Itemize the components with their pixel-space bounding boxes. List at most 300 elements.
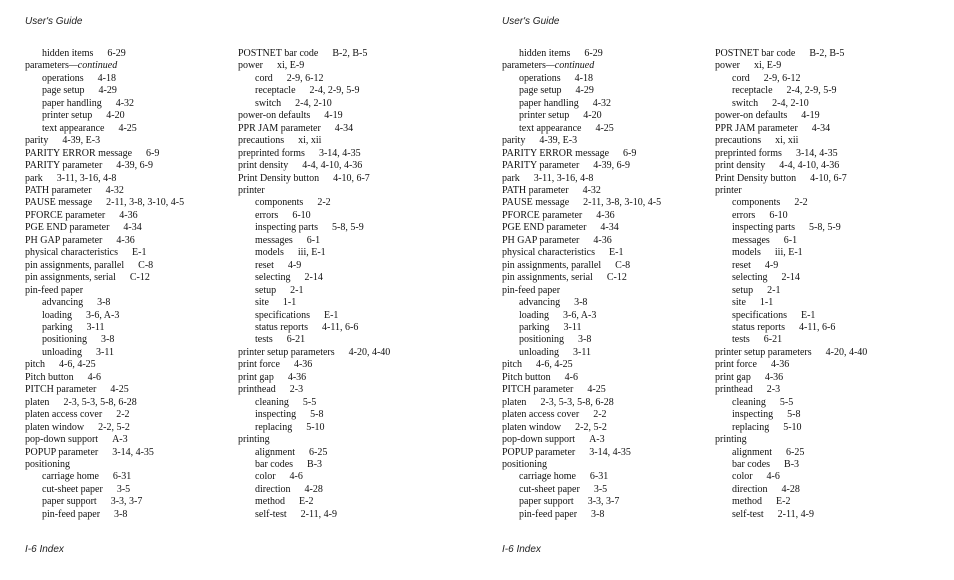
index-term: PGE END parameter — [502, 222, 587, 234]
page-references: 3-5 — [593, 483, 608, 495]
index-entry — [238, 347, 468, 359]
index-term: cleaning — [732, 396, 766, 408]
index-entry — [715, 160, 945, 172]
index-term: hidden items — [42, 48, 94, 59]
index-term: PARITY ERROR message — [25, 147, 133, 159]
right-page — [477, 0, 954, 580]
index-term: switch — [732, 97, 759, 109]
index-term: alignment — [255, 446, 295, 458]
index-subentry — [238, 85, 468, 97]
index-term: PITCH parameter — [502, 384, 574, 396]
index-subentry — [715, 459, 945, 471]
page-references: 4-10, 6-7 — [810, 172, 847, 184]
page-references: 4-34 — [600, 222, 619, 234]
index-subentry — [502, 73, 702, 85]
page-references: 4-32 — [582, 184, 601, 196]
page-references: E-1 — [132, 247, 147, 259]
index-subentry — [715, 409, 945, 421]
index-term: print gap — [238, 371, 274, 383]
page-references: 3-3, 3-7 — [587, 496, 620, 508]
page-references: 4-39, 6-9 — [593, 160, 630, 172]
index-entry — [715, 123, 945, 135]
page-references: 4-4, 4-10, 4-36 — [779, 160, 840, 172]
page-references: 6-1 — [783, 234, 798, 246]
index-term: PATH parameter — [25, 184, 92, 196]
index-term: inspecting parts — [732, 222, 796, 234]
page-references: 4-10, 6-7 — [333, 172, 370, 184]
index-term: color — [255, 471, 276, 483]
page-references: 2-14 — [781, 272, 800, 284]
page-references: 6-9 — [623, 147, 637, 159]
page-references: 2-3, 5-3, 5-8, 6-28 — [63, 396, 137, 408]
index-term: printhead — [238, 384, 276, 396]
page-references: 6-10 — [292, 209, 311, 221]
index-term: parameters — [25, 60, 69, 72]
index-term: carriage home — [42, 471, 99, 483]
index-subentry — [238, 272, 468, 284]
index-term: site — [255, 297, 269, 309]
page-references: 4-36 — [593, 234, 612, 246]
page-references: xi, xii — [298, 135, 322, 147]
page-references: 4-9 — [287, 259, 302, 271]
index-term: printhead — [715, 384, 753, 396]
page-references: 3-8 — [591, 508, 605, 520]
page-references: 5-10 — [783, 421, 802, 433]
page-references: B-3 — [784, 458, 800, 470]
page-references: 2-4, 2-10 — [772, 97, 809, 109]
index-entry — [25, 173, 225, 185]
index-subentry — [238, 509, 468, 521]
index-term: positioning — [42, 334, 88, 346]
index-entry — [502, 384, 702, 396]
page-references: 4-39, 6-9 — [116, 160, 153, 172]
index-entry — [238, 384, 468, 396]
page-references: 4-32 — [115, 97, 135, 109]
index-column-2 — [715, 48, 945, 521]
index-term: printing — [715, 434, 747, 446]
page-references: 4-4, 4-10, 4-36 — [302, 160, 363, 172]
page-references: C-12 — [129, 272, 150, 284]
page-references: 4-28 — [781, 483, 800, 495]
index-subentry — [715, 247, 945, 259]
index-column-1 — [25, 48, 225, 521]
page-references: 4-36 — [293, 359, 313, 371]
page-references: 2-1 — [290, 284, 304, 296]
page-references: 4-39, E-3 — [62, 135, 101, 147]
index-entry — [25, 260, 225, 272]
index-term: precautions — [238, 135, 285, 147]
page-references: 6-29 — [107, 48, 126, 59]
page-references: B-2, B-5 — [809, 48, 845, 59]
index-entry — [502, 235, 702, 247]
page-references: C-12 — [606, 272, 627, 284]
page-references: 4-25 — [587, 384, 606, 396]
index-term: PPR JAM parameter — [715, 122, 798, 134]
index-term: printing — [238, 434, 270, 446]
index-term: errors — [255, 209, 279, 221]
index-subentry — [502, 471, 702, 483]
index-subentry — [238, 210, 468, 222]
index-term: pin assignments, serial — [502, 272, 593, 284]
index-term: selecting — [255, 272, 291, 284]
page-footer: I-6 Index — [502, 544, 541, 555]
page-references: 4-20, 4-40 — [348, 346, 391, 358]
index-subentry — [238, 484, 468, 496]
index-subentry — [502, 123, 702, 135]
index-entry — [715, 372, 945, 384]
index-entry — [238, 60, 468, 72]
index-term: direction — [255, 483, 291, 495]
index-entry — [25, 359, 225, 371]
index-term: replacing — [255, 421, 293, 433]
page-references: 4-36 — [770, 359, 790, 371]
index-subentry — [715, 422, 945, 434]
index-term: printer — [238, 184, 265, 196]
index-term: color — [732, 471, 753, 483]
page-references: 2-9, 6-12 — [763, 72, 801, 84]
page-references: 5-8, 5-9 — [332, 222, 364, 234]
index-term: operations — [519, 72, 561, 84]
page-references: 4-6, 4-25 — [59, 359, 96, 371]
page-references: 2-11, 4-9 — [777, 508, 814, 520]
page-references: xi, xii — [775, 135, 799, 147]
index-term: replacing — [732, 421, 770, 433]
index-term: reset — [732, 259, 751, 271]
index-entry — [502, 210, 702, 222]
index-subentry — [25, 322, 225, 334]
index-term: power-on defaults — [715, 110, 788, 122]
index-term: specifications — [255, 309, 310, 321]
index-term: pitch — [502, 359, 522, 371]
index-term: alignment — [732, 446, 772, 458]
index-subentry — [502, 334, 702, 346]
index-subentry — [25, 471, 225, 483]
index-term: PFORCE parameter — [502, 209, 583, 221]
index-term: Pitch button — [502, 371, 551, 383]
index-term: reset — [255, 259, 274, 271]
index-entry — [715, 384, 945, 396]
page-references: 3-11, 3-16, 4-8 — [56, 172, 117, 184]
index-term: pin-feed paper — [25, 284, 84, 296]
index-term: receptacle — [732, 85, 773, 97]
index-entry — [502, 173, 702, 185]
index-term: models — [732, 247, 761, 259]
page-references: 4-25 — [110, 384, 129, 396]
index-entry — [502, 260, 702, 272]
index-subentry — [715, 197, 945, 209]
page-references: 3-8 — [101, 334, 115, 346]
page-references: 4-20 — [106, 110, 125, 122]
page-references: 2-4, 2-9, 5-9 — [786, 85, 837, 97]
index-subentry — [502, 48, 702, 60]
index-entry — [238, 123, 468, 135]
page-references: 2-2 — [593, 409, 607, 421]
index-entry — [502, 272, 702, 284]
page-references: E-2 — [776, 496, 791, 508]
index-subentry — [502, 110, 702, 122]
index-term: paper support — [519, 496, 574, 508]
index-column-1 — [502, 48, 702, 521]
index-subentry — [715, 509, 945, 521]
index-entry — [25, 197, 225, 209]
index-term: components — [255, 197, 304, 209]
page-references: 3-8 — [574, 297, 588, 309]
index-subentry — [25, 297, 225, 309]
index-subentry — [502, 310, 702, 322]
index-subentry — [715, 222, 945, 234]
page-references: 3-14, 4-35 — [318, 147, 361, 159]
index-term: specifications — [732, 309, 787, 321]
index-subentry — [238, 471, 468, 483]
page-references: 6-9 — [146, 147, 160, 159]
running-header: User's Guide — [502, 16, 560, 27]
page-references: 3-6, A-3 — [563, 309, 597, 321]
index-subentry — [25, 509, 225, 521]
index-entry — [502, 409, 702, 421]
index-subentry — [238, 222, 468, 234]
page-references: 2-2 — [317, 197, 331, 209]
page-references: 5-5 — [779, 396, 794, 408]
index-term: parameters — [502, 60, 546, 72]
page-references: 6-25 — [309, 446, 328, 458]
page-references: A-3 — [112, 434, 128, 446]
index-entry — [238, 48, 468, 60]
index-term: Print Density button — [238, 172, 320, 184]
page-references: E-2 — [299, 496, 314, 508]
index-subentry — [25, 85, 225, 97]
index-subentry — [715, 447, 945, 459]
page-references: 2-3 — [289, 384, 304, 396]
index-term: method — [255, 496, 285, 508]
page-references: 4-11, 6-6 — [799, 321, 836, 333]
page-references: 3-14, 4-35 — [795, 147, 838, 159]
index-term: precautions — [715, 135, 762, 147]
index-entry — [502, 60, 702, 72]
index-subentry — [502, 297, 702, 309]
index-entry — [25, 235, 225, 247]
index-entry — [715, 347, 945, 359]
index-subentry — [238, 334, 468, 346]
index-entry — [715, 110, 945, 122]
page-references: 3-3, 3-7 — [110, 496, 143, 508]
index-entry — [502, 434, 702, 446]
index-subentry — [238, 409, 468, 421]
index-entry — [25, 222, 225, 234]
page-references: 2-4, 2-9, 5-9 — [309, 85, 360, 97]
index-term: inspecting — [732, 409, 774, 421]
page-references: 4-29 — [98, 85, 117, 97]
index-term: platen — [502, 396, 527, 408]
index-term: direction — [732, 483, 768, 495]
index-term: method — [732, 496, 762, 508]
page-references: 2-11, 3-8, 3-10, 4-5 — [106, 197, 185, 209]
index-entry — [25, 148, 225, 160]
index-term: printer setup — [42, 110, 93, 122]
index-subentry — [25, 484, 225, 496]
page-references: 2-3, 5-3, 5-8, 6-28 — [540, 396, 614, 408]
page-references: 3-11, 3-16, 4-8 — [533, 172, 594, 184]
page-references: 4-34 — [811, 122, 831, 134]
index-term: preprinted forms — [715, 147, 782, 159]
page-references: 4-36 — [116, 234, 135, 246]
index-subentry — [715, 322, 945, 334]
page-references: 6-21 — [286, 334, 306, 346]
index-entry — [715, 173, 945, 185]
page-references: B-2, B-5 — [332, 48, 368, 59]
index-term: cut-sheet paper — [42, 483, 103, 495]
page-references: 2-4, 2-10 — [295, 97, 332, 109]
index-term: PAUSE message — [502, 197, 570, 209]
page-references: 4-39, E-3 — [539, 135, 578, 147]
page-references: 6-29 — [584, 48, 603, 59]
index-entry — [238, 372, 468, 384]
index-entry — [502, 247, 702, 259]
index-term: park — [25, 172, 43, 184]
page-references: E-1 — [609, 247, 624, 259]
page-references: 4-25 — [118, 122, 137, 134]
index-entry — [25, 135, 225, 147]
page-references: 4-11, 6-6 — [322, 321, 359, 333]
page-references: 4-36 — [119, 209, 138, 221]
index-term: platen window — [502, 421, 562, 433]
page-references: iii, E-1 — [774, 247, 803, 259]
page-references: 3-6, A-3 — [86, 309, 120, 321]
page-references: xi, E-9 — [754, 60, 782, 72]
index-term: power — [715, 60, 740, 72]
index-term: pin assignments, parallel — [25, 259, 125, 271]
index-subentry — [715, 98, 945, 110]
index-subentry — [238, 297, 468, 309]
index-term: site — [732, 297, 746, 309]
index-subentry — [238, 422, 468, 434]
index-entry — [502, 372, 702, 384]
index-term: print density — [238, 160, 289, 172]
page-references: 4-34 — [123, 222, 142, 234]
page-references: 2-1 — [767, 284, 781, 296]
index-subentry — [25, 48, 225, 60]
index-term: messages — [732, 234, 770, 246]
index-entry — [25, 372, 225, 384]
index-term: PARITY ERROR message — [502, 147, 610, 159]
index-entry — [238, 359, 468, 371]
page-references: 2-2 — [116, 409, 130, 421]
index-term: PH GAP parameter — [502, 234, 580, 246]
index-entry — [715, 359, 945, 371]
index-term: models — [255, 247, 284, 259]
index-subentry — [502, 484, 702, 496]
index-entry — [238, 135, 468, 147]
page-references: 4-18 — [97, 72, 116, 84]
index-term: PFORCE parameter — [25, 209, 106, 221]
index-term: messages — [255, 234, 293, 246]
page-references: 6-10 — [769, 209, 788, 221]
index-entry — [502, 185, 702, 197]
page-references: 3-8 — [114, 508, 128, 520]
index-subentry — [715, 484, 945, 496]
page-references: 4-19 — [801, 110, 820, 122]
index-term: page setup — [42, 85, 85, 97]
index-subentry — [715, 73, 945, 85]
index-entry — [238, 173, 468, 185]
page-references: B-3 — [307, 458, 323, 470]
page-references: 2-11, 3-8, 3-10, 4-5 — [583, 197, 662, 209]
index-subentry — [502, 98, 702, 110]
index-entry — [25, 60, 225, 72]
index-entry — [25, 447, 225, 459]
page-references: 4-18 — [574, 72, 593, 84]
index-subentry — [715, 310, 945, 322]
index-entry — [25, 434, 225, 446]
page-references: 3-11 — [86, 321, 105, 333]
index-entry — [715, 60, 945, 72]
index-term: Pitch button — [25, 371, 74, 383]
page-references: 5-8 — [787, 409, 801, 421]
page-references: E-1 — [800, 309, 816, 321]
index-subentry — [25, 123, 225, 135]
page-references: 4-36 — [287, 371, 307, 383]
index-entry — [25, 285, 225, 297]
index-subentry — [715, 85, 945, 97]
index-entry — [502, 422, 702, 434]
index-entry — [238, 148, 468, 160]
index-term: POSTNET bar code — [715, 48, 796, 59]
index-term: PATH parameter — [502, 184, 569, 196]
page-references: 1-1 — [759, 297, 774, 309]
index-entry — [25, 384, 225, 396]
index-term: print force — [238, 359, 280, 371]
page-references: 3-14, 4-35 — [112, 446, 154, 458]
index-term: status reports — [732, 321, 786, 333]
page-references: 3-11 — [563, 321, 582, 333]
index-subentry — [715, 397, 945, 409]
page-references: 2-2, 5-2 — [575, 421, 607, 433]
index-term: print density — [715, 160, 766, 172]
index-term: power — [238, 60, 263, 72]
page-references: 5-8 — [310, 409, 324, 421]
index-entry — [715, 185, 945, 197]
index-subentry — [715, 496, 945, 508]
index-term: setup — [255, 284, 277, 296]
page-references: xi, E-9 — [277, 60, 305, 72]
index-entry — [715, 434, 945, 446]
page-references: C-8 — [615, 259, 631, 271]
index-entry — [502, 160, 702, 172]
index-term: text appearance — [519, 122, 582, 134]
page-references: A-3 — [589, 434, 605, 446]
index-subentry — [25, 496, 225, 508]
index-term: pin-feed paper — [42, 508, 101, 520]
index-term: tests — [732, 334, 750, 346]
page-references: 4-6 — [289, 471, 303, 483]
index-term: status reports — [255, 321, 309, 333]
page-references: 4-36 — [596, 209, 615, 221]
index-entry — [25, 397, 225, 409]
index-subentry — [715, 235, 945, 247]
page-references: 2-3 — [766, 384, 781, 396]
index-term: pop-down support — [502, 434, 576, 446]
page-references: 4-6, 4-25 — [536, 359, 573, 371]
page-references: C-8 — [138, 259, 154, 271]
index-subentry — [502, 496, 702, 508]
page-references: 4-32 — [105, 184, 124, 196]
index-term: platen window — [25, 421, 85, 433]
index-term: pin-feed paper — [519, 508, 578, 520]
index-subentry — [715, 210, 945, 222]
index-entry — [25, 247, 225, 259]
page-references: 4-9 — [764, 259, 779, 271]
index-term: self-test — [732, 508, 764, 520]
index-term: PPR JAM parameter — [238, 122, 321, 134]
